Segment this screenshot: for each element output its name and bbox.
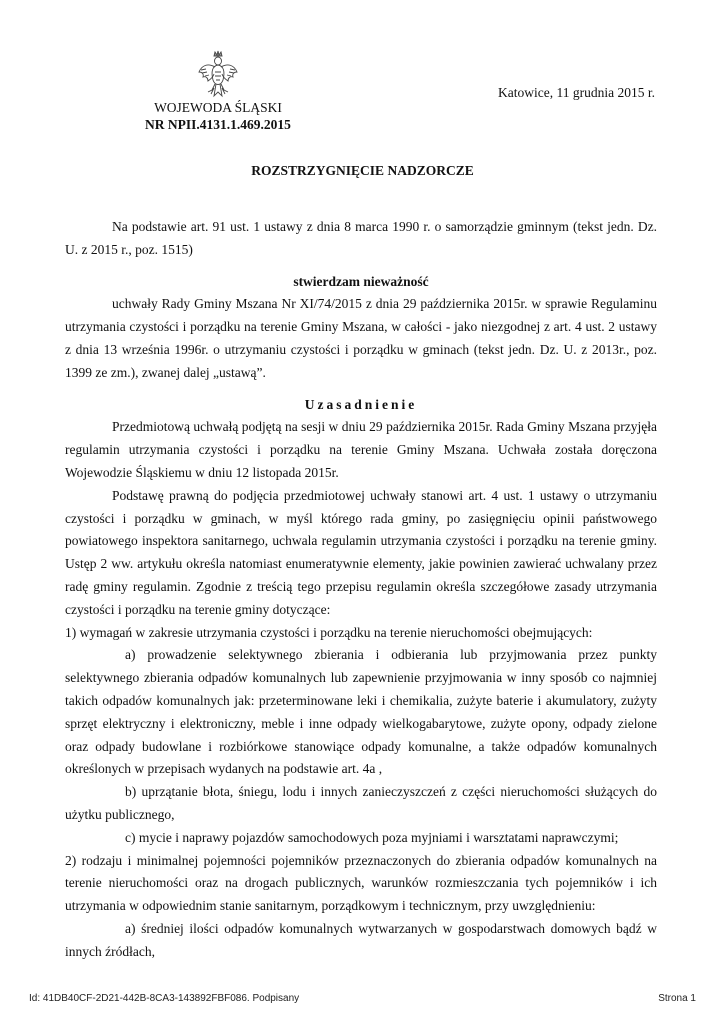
declaration-heading: stwierdzam nieważność [293,273,429,289]
list-item-1a: a) prowadzenie selektywnego zbierania i odbierania lub przyjmowania przez punkty selektywnego zbierania odpadów komunalnych lub zapewnienie przyjmowania w inny sposób co najmniej takich odpadów komunalnych jak: przeterminowane leki i chemikalia, zużyte baterie i akumulatory, zużyty sprzęt elektryczny i elektroniczny, meble i inne odpady wielkogabarytowe, zużyte opony, odpady zielone oraz odpady budowlane i rozbiórkowe stanowiące odpady komunalne, a także odpadów komunalnych określonych w przepisach wydanych na podstawie art. 4a , [65,647,657,777]
intro-paragraph: Na podstawie art. 91 ust. 1 ustawy z dnia 8 marca 1990 r. o samorządzie gminnym (tekst jedn. Dz. U. z 2015 r., poz. 1515) [65,219,657,257]
polish-eagle-emblem-icon [198,50,238,98]
footer-document-id: Id: 41DB40CF-2D21-442B-8CA3-143892FBF086. Podpisany [29,993,300,1004]
issuer-name: WOJEWODA ŚLĄSKI [154,100,282,115]
justification-heading: Uzasadnienie [304,396,418,412]
place-and-date: Katowice, 11 grudnia 2015 r. [498,85,655,100]
list-item-2: 2) rodzaju i minimalnej pojemności pojemników przeznaczonych do zbierania odpadów komunalnych na terenie nieruchomości oraz na drogach publicznych, warunków rozmieszczania tych pojemników i ich utrzymania w odpowiednim stanie sanitarnym, porządkowym i technicznym, przy uwzględnieniu: [65,852,657,914]
list-item-1c: c) mycie i naprawy pojazdów samochodowych poza myjniami i warsztatami naprawczymi; [125,829,619,845]
list-item-1b: b) uprzątanie błota, śniegu, lodu i innych zanieczyszczeń z części nieruchomości służących do użytku publicznego, [65,784,657,822]
list-item-2a: a) średniej ilości odpadów komunalnych wytwarzanych w gospodarstwach domowych bądź w innych źródłach, [65,920,657,959]
document-body [65,216,657,964]
resolution-paragraph: uchwały Rady Gminy Mszana Nr XI/74/2015 z dnia 29 października 2015r. w sprawie Regulaminu utrzymania czystości i porządku na terenie Gminy Mszana, w całości - jako niezgodnej z art. 4 ust. 2 ustawy z dnia 13 września 1996r. o utrzymaniu czystości i porządku w gminach (tekst jedn. Dz. U. z 2013r., poz. 1399 ze zm.), zwanej dalej „ustawą”. [65,296,657,380]
justification-paragraph-2: Podstawę prawną do podjęcia przedmiotowej uchwały stanowi art. 4 ust. 1 ustawy o utrzymaniu czystości i porządku w gminach, w myśl którego rada gminy, po zasięgnięciu opinii państwowego powiatowego inspektora sanitarnego, uchwala regulamin utrzymania czystości i porządku na terenie gminy. Ustęp 2 ww. artykułu określa natomiast enumeratywnie elementy, jakie powinien zawierać uchwalany przez radę gminy regulamin. Zgodnie z treścią tego przepisu regulamin określa szczegółowe zasady utrzymania czystości i porządku na terenie gminy dotyczące: [65,487,657,617]
document-number: NR NPII.4131.1.469.2015 [145,117,291,132]
justification-paragraph-1: Przedmiotową uchwałą podjętą na sesji w dniu 29 października 2015r. Rada Gminy Mszana przyjęła regulamin utrzymania czystości i porządku na terenie Gminy Mszana. Uchwała została doręczona Wojewodzie Śląskiemu w dniu 12 listopada 2015r. [65,419,657,480]
footer-page-number: Strona 1 [658,993,696,1004]
list-item-1: 1) wymagań w zakresie utrzymania czystości i porządku na terenie nieruchomości obejmujących: [65,624,593,640]
document-title: ROZSTRZYGNIĘCIE NADZORCZE [251,163,474,178]
issuer-block [143,99,293,133]
